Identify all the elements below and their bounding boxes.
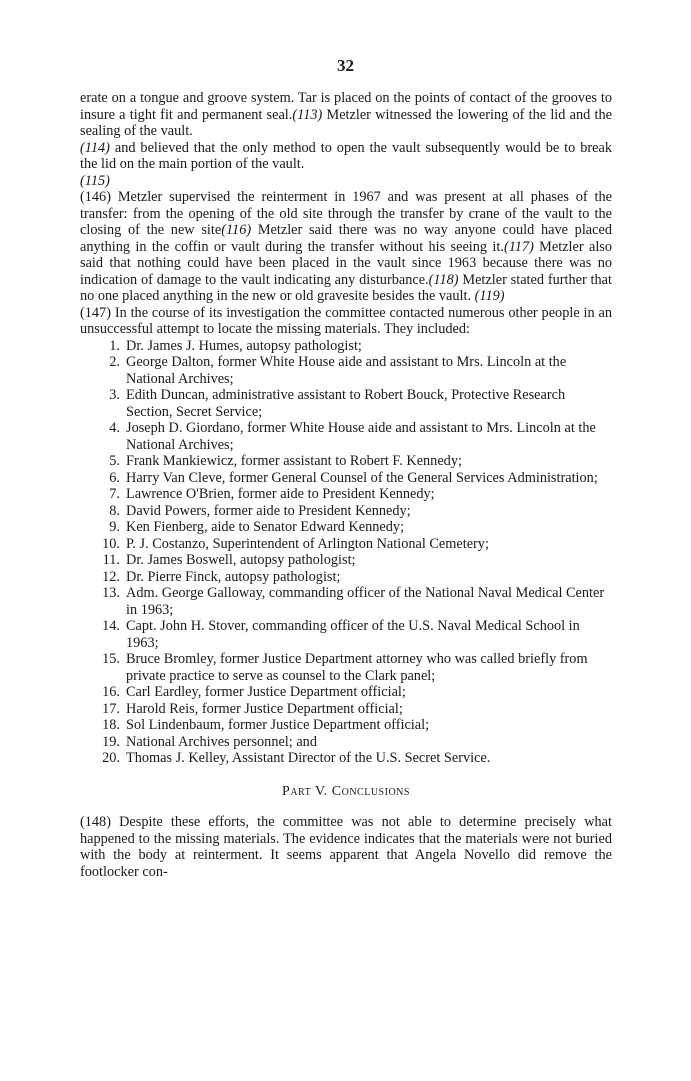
section-heading-text: Part V. Conclusions xyxy=(282,783,410,799)
list-item xyxy=(80,552,612,569)
list-number: 13. xyxy=(102,585,120,601)
list-text: Adm. George Galloway, commanding officer of the National Naval Medical Center in 1963; xyxy=(126,585,605,618)
list-item xyxy=(80,701,612,718)
list-number: 6. xyxy=(109,469,120,486)
list-text: Thomas J. Kelley, Assistant Director of the U.S. Secret Service. xyxy=(126,750,491,766)
list-number: 11. xyxy=(102,552,120,568)
text-span: Metzler witnessed the lowering of the lid and the sealing of the vault. xyxy=(80,106,612,139)
list-item xyxy=(80,750,612,767)
list-number: 8. xyxy=(109,502,120,519)
list-item xyxy=(80,387,612,420)
text-span: erate on a tongue and groove system. Tar is placed on the points of contact of the grooves to insure a tight fit and permanent seal. xyxy=(80,90,612,123)
list-item xyxy=(80,717,612,734)
list-number: 4. xyxy=(109,420,120,436)
paragraph-147: (147) In the course of its investigation the committee contacted numerous other people in an unsuccessful attempt to locate the missing materials. They included: xyxy=(80,304,612,337)
footnote-ref: (114) xyxy=(80,139,110,156)
list-number: 20. xyxy=(102,750,120,766)
list-text: Frank Mankiewicz, former assistant to Robert F. Kennedy; xyxy=(126,453,462,469)
list-item xyxy=(80,585,612,618)
list-text: P. J. Costanzo, Superintendent of Arlington National Cemetery; xyxy=(126,535,489,552)
paragraph-continuation xyxy=(80,90,612,189)
footnote-ref: (116) xyxy=(221,222,252,238)
list-number: 16. xyxy=(102,684,120,700)
list-text: Dr. Pierre Finck, autopsy pathologist; xyxy=(126,568,341,585)
list-text: Bruce Bromley, former Justice Department attorney who was called briefly from private practice to serve as counsel to the Clark panel; xyxy=(126,651,588,684)
footnote-ref: (115) xyxy=(80,172,110,189)
list-number: 18. xyxy=(102,717,120,733)
list-text: National Archives personnel; and xyxy=(126,733,317,750)
footnote-ref: (117) xyxy=(503,238,534,255)
text-span: and believed that the only method to open the vault subsequently would be to break the lid on the main portion of the vault. xyxy=(80,139,612,172)
text-span: Metzler also said that nothing could have been placed in the vault since 1963 because there was no indication of damage to the vault indicating any disturbance. xyxy=(80,238,613,288)
list-item xyxy=(80,503,612,520)
list-text: Edith Duncan, administrative assistant to Robert Bouck, Protective Research Section, Secret Service; xyxy=(126,387,566,420)
list-text: Sol Lindenbaum, former Justice Department official; xyxy=(126,717,430,733)
list-item xyxy=(80,684,612,701)
list-text: George Dalton, former White House aide and assistant to Mrs. Lincoln at the National Archives; xyxy=(126,354,567,387)
list-text: David Powers, former aide to President Kennedy; xyxy=(126,502,411,519)
list-text: Harold Reis, former Justice Department official; xyxy=(126,700,403,717)
list-text: Harry Van Cleve, former General Counsel of the General Services Administration; xyxy=(126,469,598,486)
body-text xyxy=(80,90,612,880)
list-item xyxy=(80,519,612,536)
footnote-ref: (119) xyxy=(474,288,505,304)
list-number: 10. xyxy=(102,535,120,552)
paragraph-148: (148) Despite these efforts, the committee was not able to determine precisely what happened to the missing materials. The evidence indicates that the materials were not buried with the body at reinterment. It seems apparent that Angela Novello did remove the footlocker con- xyxy=(80,814,612,880)
list-number: 3. xyxy=(109,387,120,403)
list-item xyxy=(80,354,612,387)
list-text: Capt. John H. Stover, commanding officer of the U.S. Naval Medical School in 1963; xyxy=(126,618,580,651)
list-item xyxy=(80,420,612,453)
list-text: Dr. James Boswell, autopsy pathologist; xyxy=(126,552,356,568)
list-number: 14. xyxy=(102,618,120,634)
list-number: 5. xyxy=(109,453,120,469)
list-text: Carl Eardley, former Justice Department official; xyxy=(126,684,406,700)
list-item xyxy=(80,470,612,487)
list-item xyxy=(80,618,612,651)
text-span: Metzler said there was no way anyone could have placed anything in the coffin or vault during the transfer without his seeing it. xyxy=(80,222,612,255)
list-number: 9. xyxy=(109,519,120,535)
section-heading xyxy=(80,783,612,801)
text-span: Metzler stated further that no one placed anything in the new or old gravesite besides the vault. xyxy=(80,271,612,304)
page-number: 32 xyxy=(337,56,354,75)
list-number: 12. xyxy=(102,568,120,585)
list-number: 1. xyxy=(109,337,120,354)
list-item xyxy=(80,453,612,470)
list-number: 15. xyxy=(102,651,120,667)
list-item xyxy=(80,486,612,503)
list-text: Dr. James J. Humes, autopsy pathologist; xyxy=(126,337,362,354)
list-item xyxy=(80,651,612,684)
list-number: 2. xyxy=(109,354,120,370)
list-number: 17. xyxy=(102,700,120,717)
list-number: 19. xyxy=(102,733,120,750)
footnote-ref: (113) xyxy=(292,106,323,123)
list-item xyxy=(80,569,612,586)
list-text: Ken Fienberg, aide to Senator Edward Kennedy; xyxy=(126,519,405,535)
list-text: Joseph D. Giordano, former White House aide and assistant to Mrs. Lincoln at the National Archives; xyxy=(126,420,596,453)
paragraph-146 xyxy=(80,189,612,305)
list-text: Lawrence O'Brien, former aide to President Kennedy; xyxy=(126,486,435,502)
contact-list xyxy=(80,338,612,767)
text-span: (146) Metzler supervised the reinterment in 1967 and was present at all phases of the transfer: from the opening of the old site through the transfer by crane of the vault to the closing of the new site xyxy=(80,189,612,238)
footnote-ref: (118) xyxy=(428,271,459,288)
list-number: 7. xyxy=(109,486,120,502)
list-item xyxy=(80,734,612,751)
list-item xyxy=(80,536,612,553)
list-item xyxy=(80,338,612,355)
